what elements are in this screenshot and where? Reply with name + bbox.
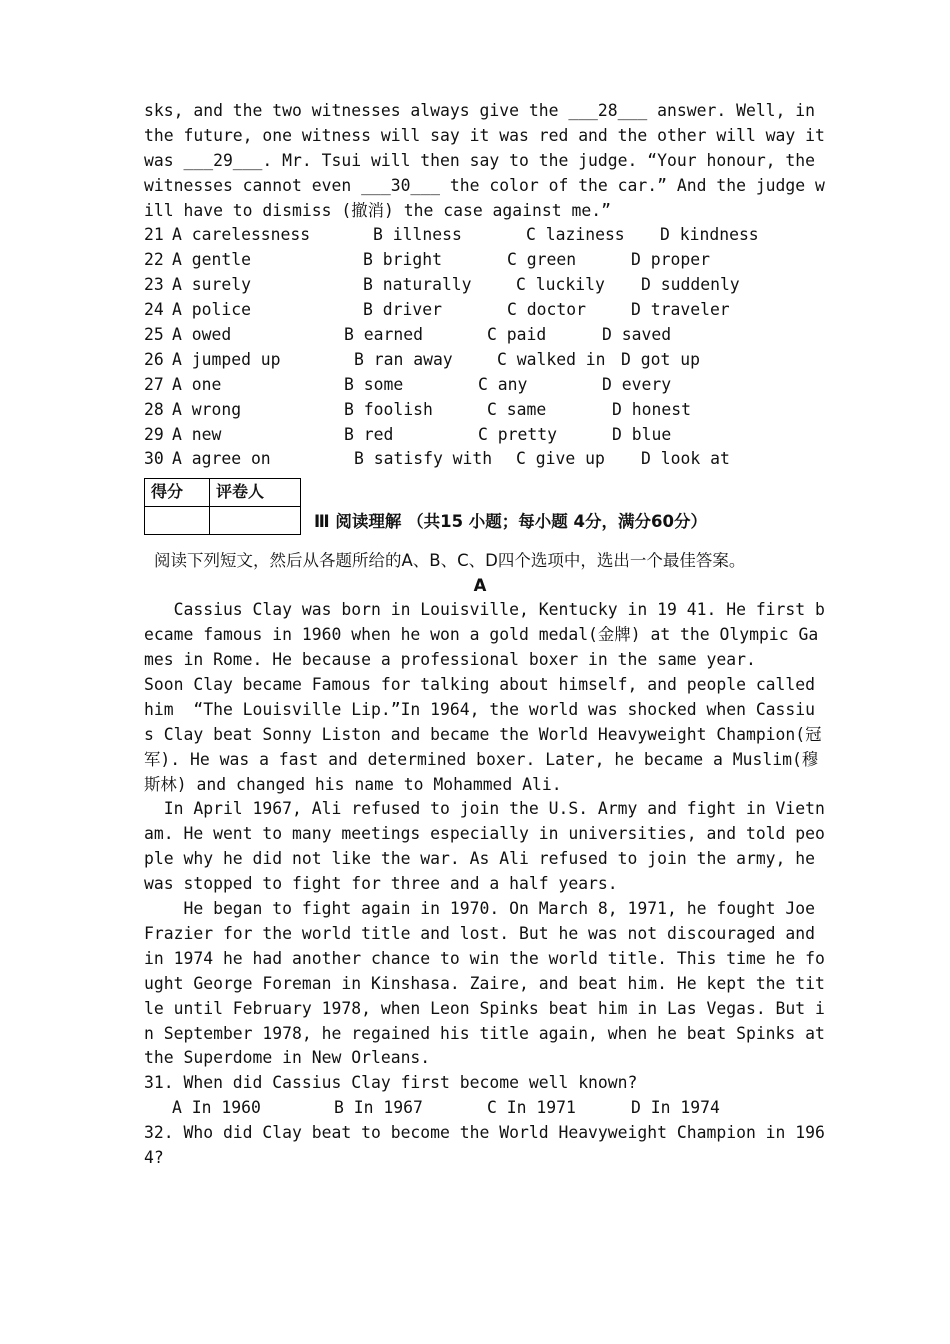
option-b: B foolish [344, 399, 433, 419]
instruction-text: 阅读下列短文，然后从各题所给的A、B、C、D四个选项中，选出一个最佳答案。 [154, 551, 746, 571]
question-number: 29 [144, 424, 164, 444]
passage-line: was stopped to fight for three and a half years. [144, 874, 618, 894]
passage-line: In April 1967, Ali refused to join the U.S. Army and fight in Vietn [144, 799, 825, 819]
question-number: 21 [144, 225, 164, 245]
option-b: B bright [363, 250, 442, 270]
option-a: A surely [172, 275, 251, 295]
option-a: A police [172, 300, 251, 320]
option-b: B red [344, 424, 394, 444]
passage-line: in 1974 he had another chance to win the world title. This time he fo [144, 948, 825, 968]
passage-line: le until February 1978, when Leon Spinks beat him in Las Vegas. But i [144, 998, 825, 1018]
option-c: C give up [516, 449, 605, 469]
cloze-options-list [144, 223, 810, 472]
option-a: A carelessness [172, 225, 311, 245]
option-a: A new [172, 424, 222, 444]
passage-line: the Superdome in New Orleans. [144, 1048, 431, 1068]
passage-line: ill have to dismiss (撤消) the case against me.” [144, 200, 611, 220]
section-title: Ⅲ 阅读理解 （共15 小题；每小题 4分，满分60分） [314, 512, 707, 532]
passage-line: 军). He was a fast and determined boxer. Later, he became a Muslim(穆 [144, 749, 819, 769]
option-b: B satisfy with [354, 449, 493, 469]
passage-line: Cassius Clay was born in Louisville, Kentucky in 19 41. He first b [144, 600, 825, 620]
option-c: C In 1971 [487, 1098, 576, 1118]
option-row [144, 398, 810, 423]
option-a: A In 1960 [172, 1098, 261, 1118]
option-row [144, 423, 810, 448]
option-row [144, 223, 810, 248]
question-31: 31. When did Cassius Clay first become well known? [144, 1073, 638, 1093]
option-a: A wrong [172, 399, 242, 419]
passage-line: witnesses cannot even ___30___ the color of the car.” And the judge w [144, 175, 825, 195]
option-c: C walked in [497, 349, 606, 369]
option-b: B ran away [354, 349, 453, 369]
option-d: D traveler [631, 300, 730, 320]
option-d: D look at [641, 449, 730, 469]
passage-line: mes in Rome. He because a professional boxer in the same year. [144, 650, 756, 670]
question-number: 30 [144, 449, 164, 469]
question-number: 22 [144, 250, 164, 270]
passage-line: am. He went to many meetings especially in universities, and told peo [144, 824, 825, 844]
question-number: 23 [144, 275, 164, 295]
question-32: 32. Who did Clay beat to become the World Heavyweight Champion in 196 [144, 1123, 825, 1143]
grader-cell[interactable] [210, 507, 301, 535]
passage-line: Soon Clay became Famous for talking about himself, and people called [144, 675, 816, 695]
question-number: 27 [144, 374, 164, 394]
passage-line: him “The Louisville Lip.”In 1964, the world was shocked when Cassiu [144, 699, 816, 719]
option-b: B naturally [363, 275, 472, 295]
option-d: D kindness [660, 225, 759, 245]
option-d: D suddenly [641, 275, 740, 295]
option-a: A one [172, 374, 222, 394]
option-a: A gentle [172, 250, 251, 270]
question-number: 25 [144, 325, 164, 345]
passage-line: the future, one witness will say it was red and the other will way it [144, 125, 825, 145]
cloze-passage-tail [144, 99, 825, 223]
option-b: B driver [363, 300, 442, 320]
option-row [144, 323, 810, 348]
passage-line: ught George Foreman in Kinshasa. Zaire, and beat him. He kept the tit [144, 973, 825, 993]
option-c: C paid [487, 325, 547, 345]
question-number: 28 [144, 399, 164, 419]
question-32-continued: 4? [144, 1147, 164, 1167]
passage-line: sks, and the two witnesses always give the ___28___ answer. Well, in [144, 101, 816, 120]
option-b: B In 1967 [334, 1098, 423, 1118]
option-row [144, 447, 810, 472]
option-c: C any [478, 374, 528, 394]
question-number: 26 [144, 349, 164, 369]
option-row [144, 348, 810, 373]
option-d: D honest [612, 399, 691, 419]
option-b: B illness [373, 225, 462, 245]
option-row [144, 248, 810, 273]
option-row [144, 298, 810, 323]
passage-line: n September 1978, he regained his title again, when he beat Spinks at [144, 1023, 825, 1043]
option-d: D proper [631, 250, 710, 270]
option-c: C same [487, 399, 547, 419]
reading-passage [144, 598, 825, 1071]
passage-line: ple why he did not like the war. As Ali refused to join the army, he [144, 849, 816, 869]
passage-title: A [473, 576, 487, 596]
option-a: A owed [172, 325, 232, 345]
option-d: D got up [621, 349, 700, 369]
exam-page [144, 99, 825, 1171]
question-number: 24 [144, 300, 164, 320]
option-d: D every [602, 374, 672, 394]
option-d: D blue [612, 424, 672, 444]
option-b: B some [344, 374, 404, 394]
option-a: A agree on [172, 449, 271, 469]
section-header [144, 478, 810, 540]
option-c: C laziness [526, 225, 625, 245]
option-d: D saved [602, 325, 672, 345]
option-row [144, 373, 810, 398]
option-row [144, 273, 810, 298]
option-c: C luckily [516, 275, 605, 295]
passage-line: was ___29___. Mr. Tsui will then say to the judge. “Your honour, the [144, 150, 816, 170]
question-31-options [144, 1096, 810, 1121]
score-label: 得分 [145, 479, 210, 507]
option-c: C green [507, 250, 577, 270]
passage-line: 斯林) and changed his name to Mohammed Ali. [144, 774, 562, 794]
score-table [144, 478, 301, 535]
score-cell[interactable] [145, 507, 210, 535]
passage-line: ecame famous in 1960 when he won a gold medal(金牌) at the Olympic Ga [144, 625, 819, 645]
option-a: A jumped up [172, 349, 281, 369]
passage-line: He began to fight again in 1970. On March 8, 1971, he fought Joe [144, 899, 816, 919]
passage-line: Frazier for the world title and lost. But he was not discouraged and [144, 923, 816, 943]
option-c: C doctor [507, 300, 586, 320]
option-c: C pretty [478, 424, 557, 444]
questions [144, 1071, 825, 1171]
option-b: B earned [344, 325, 423, 345]
option-d: D In 1974 [631, 1098, 720, 1118]
grader-label: 评卷人 [210, 479, 301, 507]
passage-line: s Clay beat Sonny Liston and became the World Heavyweight Champion(冠 [144, 724, 822, 744]
